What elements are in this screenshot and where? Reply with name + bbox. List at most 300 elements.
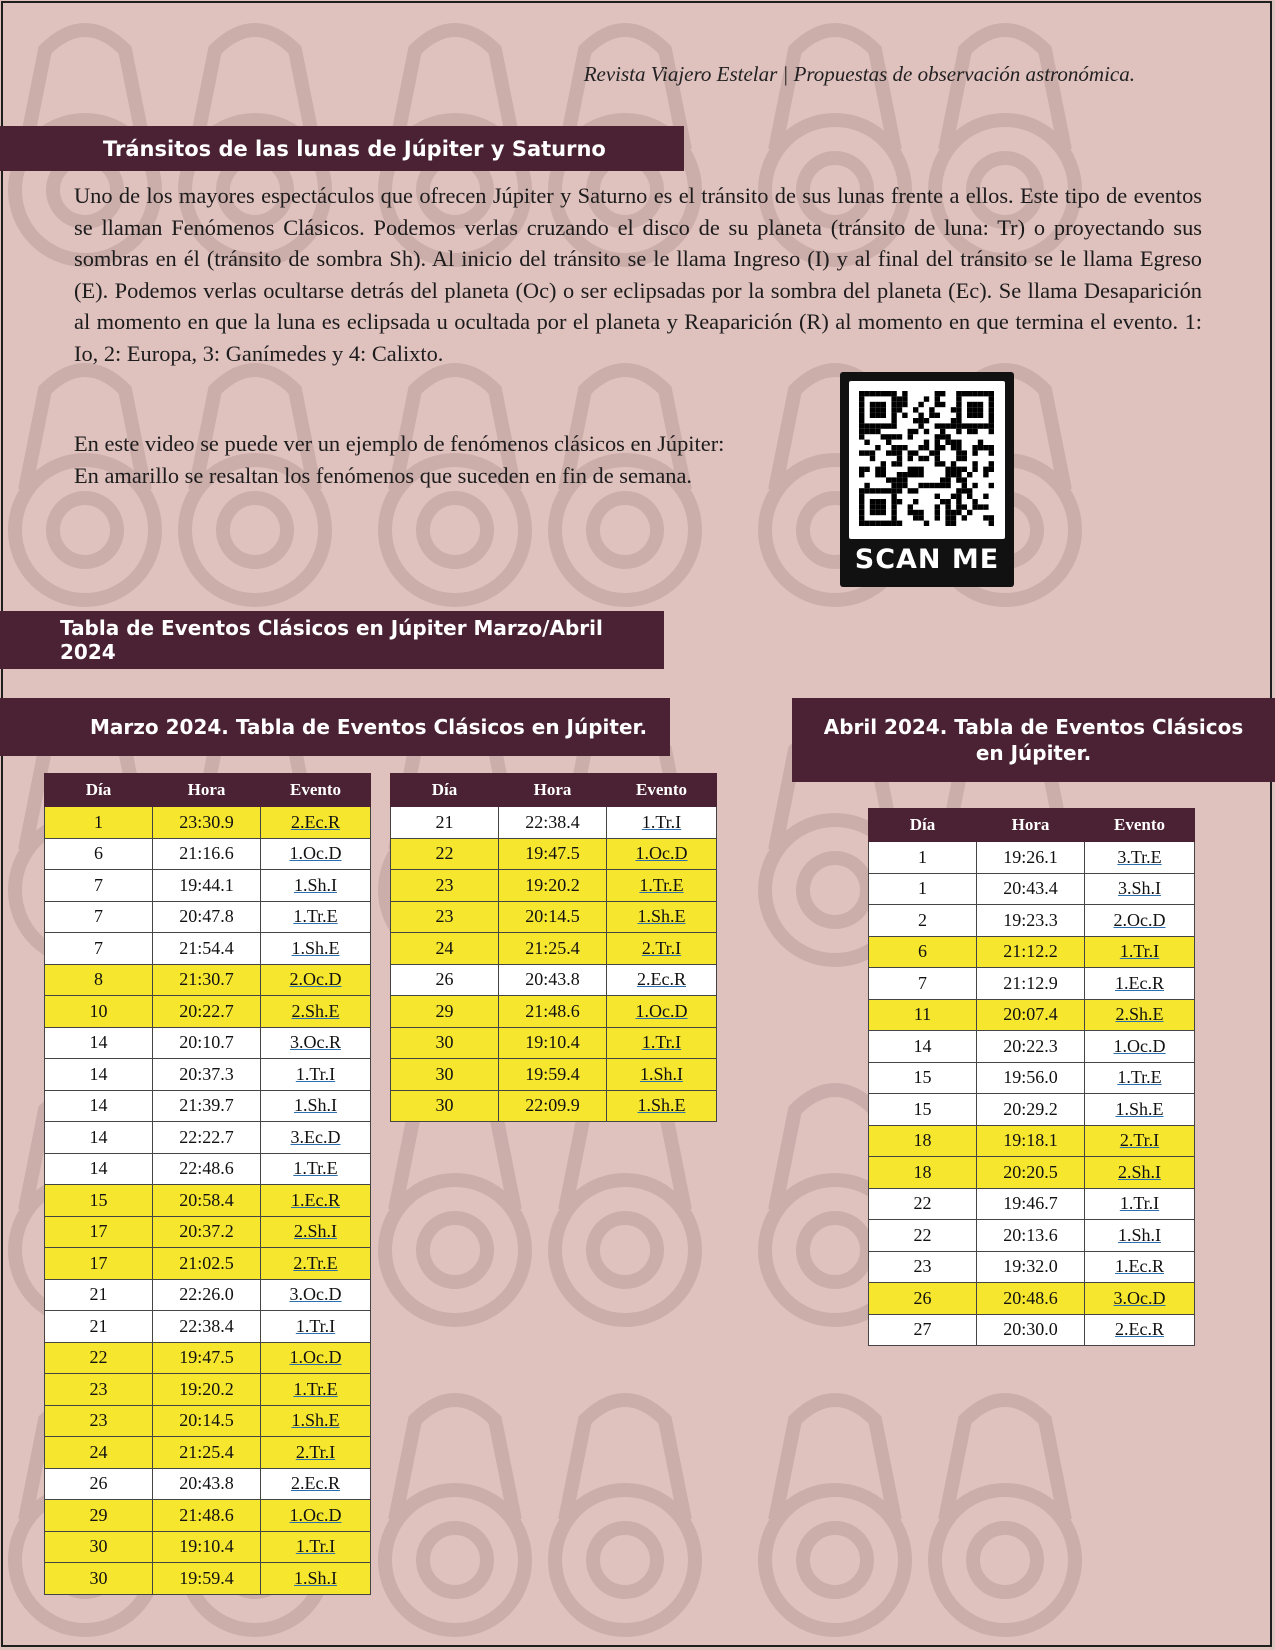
table-row <box>391 996 717 1028</box>
qr-label: SCAN ME <box>854 544 1000 575</box>
cell-hora <box>153 1311 261 1343</box>
cell-dia <box>391 901 499 933</box>
table-row <box>45 1122 371 1154</box>
table-row <box>45 1153 371 1185</box>
hora-value: 21:12.9 <box>1003 972 1058 993</box>
dia-value: 14 <box>89 1095 108 1116</box>
cell-hora <box>153 964 261 996</box>
dia-value: 18 <box>913 1161 932 1182</box>
cell-dia <box>45 933 153 965</box>
dia-value: 15 <box>913 1098 932 1119</box>
evento-value: 2.Tr.I <box>295 1441 336 1462</box>
cell-evento <box>261 1248 371 1280</box>
hora-value: 22:26.0 <box>179 1284 234 1305</box>
hora-value: 19:32.0 <box>1003 1256 1058 1277</box>
dia-value: 14 <box>89 1032 108 1053</box>
evento-value: 1.Ec.R <box>1115 972 1164 993</box>
table-row <box>869 1251 1195 1283</box>
hora-value: 20:47.8 <box>179 906 234 927</box>
table-row <box>45 964 371 996</box>
cell-dia <box>391 838 499 870</box>
cell-evento <box>607 1090 717 1122</box>
cell-hora <box>499 1090 607 1122</box>
dia-value: 1 <box>918 878 927 899</box>
dia-value: 23 <box>89 1410 108 1431</box>
dia-value: 23 <box>913 1256 932 1277</box>
hora-value: 20:14.5 <box>525 906 580 927</box>
table-row <box>869 1283 1195 1315</box>
hora-value: 21:02.5 <box>179 1252 234 1273</box>
cell-evento <box>1085 1251 1195 1283</box>
dia-value: 14 <box>913 1035 932 1056</box>
evento-value: 3.Ec.D <box>290 1126 341 1147</box>
cell-evento <box>261 1468 371 1500</box>
dia-value: 1 <box>918 846 927 867</box>
table-row <box>869 936 1195 968</box>
cell-evento <box>261 1059 371 1091</box>
hora-value: 20:20.5 <box>1003 1161 1058 1182</box>
evento-value: 1.Oc.D <box>1113 1035 1166 1056</box>
dia-value: 21 <box>435 811 454 832</box>
hora-value: 19:44.1 <box>179 874 234 895</box>
evento-value: 1.Oc.D <box>289 843 342 864</box>
cell-hora <box>153 996 261 1028</box>
cell-evento <box>261 870 371 902</box>
intro-paragraph: Uno de los mayores espectáculos que ofrecen Júpiter y Saturno es el tránsito de sus lunas frente a ellos. Este tipo de eventos se llaman Fenómenos Clásicos. Podemos verlas cruzando el disco de su planeta (tránsito de luna: Tr) o proyectando sus sombras en él (tránsito de sombra Sh). Al inicio del tránsito se le llama Ingreso (I) y al final del tránsito se le llama Egreso (E). Podemos verlas ocultarse detrás del planeta (Oc) o ser eclipsadas por la sombra del planeta (Ec). Se llama Desaparición al momento en que la luna es eclipsada u ocultada por el planeta y Reaparición (R) al momento en que termina el evento. 1: Io, 2: Europa, 3: Ganímedes y 4: Calixto. <box>74 183 1202 366</box>
dia-value: 15 <box>89 1189 108 1210</box>
cell-dia <box>45 1153 153 1185</box>
dia-value: 14 <box>89 1063 108 1084</box>
hora-value: 20:37.2 <box>179 1221 234 1242</box>
cell-hora <box>153 1248 261 1280</box>
cell-evento <box>261 1405 371 1437</box>
cell-dia <box>45 1216 153 1248</box>
table-row <box>45 1468 371 1500</box>
table-row <box>45 838 371 870</box>
cell-dia <box>869 968 977 1000</box>
cell-dia <box>45 901 153 933</box>
cell-evento <box>261 901 371 933</box>
cell-hora <box>153 1563 261 1595</box>
cell-hora <box>977 842 1085 874</box>
evento-value: 3.Tr.E <box>1117 846 1162 867</box>
cell-dia <box>45 838 153 870</box>
cell-evento <box>261 838 371 870</box>
cell-evento <box>607 870 717 902</box>
table-row <box>869 999 1195 1031</box>
cell-evento <box>261 1437 371 1469</box>
dia-value: 26 <box>913 1287 932 1308</box>
dia-value: 30 <box>435 1063 454 1084</box>
cell-hora <box>153 807 261 839</box>
evento-value: 3.Oc.D <box>1113 1287 1166 1308</box>
cell-dia <box>45 1090 153 1122</box>
evento-value: 2.Ec.R <box>1115 1319 1164 1340</box>
col-hora: Hora <box>499 774 607 807</box>
cell-evento <box>1085 1031 1195 1063</box>
cell-evento <box>1085 905 1195 937</box>
cell-dia <box>45 870 153 902</box>
dia-value: 11 <box>913 1004 932 1025</box>
dia-value: 18 <box>913 1130 932 1151</box>
cell-hora <box>153 1059 261 1091</box>
hora-value: 20:22.3 <box>1003 1035 1058 1056</box>
table-row <box>45 901 371 933</box>
dia-value: 22 <box>435 843 454 864</box>
magazine-header: Revista Viajero Estelar | Propuestas de observación astronómica. <box>583 62 1135 86</box>
hora-value: 22:09.9 <box>525 1095 580 1116</box>
hora-value: 19:46.7 <box>1003 1193 1058 1214</box>
march-table-left <box>44 773 371 1595</box>
table-row <box>869 1062 1195 1094</box>
table-row <box>391 1059 717 1091</box>
cell-hora <box>153 1468 261 1500</box>
cell-evento <box>1085 1062 1195 1094</box>
dia-value: 30 <box>435 1095 454 1116</box>
cell-evento <box>261 996 371 1028</box>
cell-hora <box>153 1185 261 1217</box>
cell-evento <box>607 1059 717 1091</box>
dia-value: 22 <box>913 1224 932 1245</box>
april-title <box>792 698 1275 782</box>
evento-value: 1.Sh.I <box>293 1095 337 1116</box>
cell-hora <box>153 1531 261 1563</box>
cell-hora <box>499 1027 607 1059</box>
evento-value: 1.Sh.I <box>639 1063 683 1084</box>
hora-value: 20:37.3 <box>179 1063 234 1084</box>
dia-value: 6 <box>94 843 103 864</box>
evento-value: 1.Sh.E <box>291 937 340 958</box>
dia-value: 29 <box>89 1504 108 1525</box>
cell-dia <box>391 996 499 1028</box>
evento-value: 3.Oc.R <box>290 1032 341 1053</box>
hora-value: 19:10.4 <box>179 1536 234 1557</box>
dia-value: 22 <box>89 1347 108 1368</box>
col-evento: Evento <box>607 774 717 807</box>
cell-dia <box>869 873 977 905</box>
cell-dia <box>45 1405 153 1437</box>
table-row <box>45 1059 371 1091</box>
evento-value: 1.Tr.E <box>639 874 684 895</box>
table-row <box>45 1342 371 1374</box>
cell-dia <box>45 1468 153 1500</box>
hora-value: 19:47.5 <box>525 843 580 864</box>
cell-hora <box>499 901 607 933</box>
table-row <box>869 905 1195 937</box>
evento-value: 1.Tr.E <box>293 1158 338 1179</box>
cell-dia <box>45 1027 153 1059</box>
qr-pattern <box>849 381 1005 539</box>
evento-value: 2.Tr.E <box>293 1252 338 1273</box>
cell-dia <box>391 807 499 839</box>
cell-dia <box>869 1157 977 1189</box>
evento-value: 2.Tr.I <box>641 937 682 958</box>
cell-dia <box>869 842 977 874</box>
hora-value: 19:18.1 <box>1003 1130 1058 1151</box>
dia-value: 14 <box>89 1158 108 1179</box>
table-row <box>869 1157 1195 1189</box>
evento-value: 2.Ec.R <box>291 1473 340 1494</box>
cell-hora <box>153 1279 261 1311</box>
dia-value: 24 <box>435 937 454 958</box>
hora-value: 19:20.2 <box>525 874 580 895</box>
cell-evento <box>607 996 717 1028</box>
evento-value: 1.Tr.E <box>293 906 338 927</box>
table-row <box>391 807 717 839</box>
hora-value: 19:59.4 <box>525 1063 580 1084</box>
hora-value: 20:48.6 <box>1003 1287 1058 1308</box>
hora-value: 22:22.7 <box>179 1126 234 1147</box>
cell-hora <box>153 1090 261 1122</box>
cell-dia <box>45 1531 153 1563</box>
dia-value: 23 <box>435 906 454 927</box>
cell-evento <box>607 838 717 870</box>
highlight-line: En amarillo se resaltan los fenómenos que suceden en fin de semana. <box>74 462 693 488</box>
table-row <box>391 964 717 996</box>
table-row <box>869 1188 1195 1220</box>
table-row <box>45 1563 371 1595</box>
table-row <box>869 1094 1195 1126</box>
evento-value: 1.Oc.D <box>635 1000 688 1021</box>
table-row <box>45 1437 371 1469</box>
cell-evento <box>261 1279 371 1311</box>
evento-value: 1.Tr.I <box>641 811 682 832</box>
col-evento: Evento <box>261 774 371 807</box>
cell-evento <box>607 933 717 965</box>
table-row <box>45 1185 371 1217</box>
hora-value: 21:25.4 <box>179 1441 234 1462</box>
table-row <box>45 1374 371 1406</box>
table-row <box>391 933 717 965</box>
cell-evento <box>261 1185 371 1217</box>
table-row <box>45 807 371 839</box>
dia-value: 26 <box>89 1473 108 1494</box>
evento-value: 1.Sh.E <box>1115 1098 1164 1119</box>
dia-value: 14 <box>89 1126 108 1147</box>
cell-dia <box>869 1283 977 1315</box>
dia-value: 7 <box>918 972 927 993</box>
dia-value: 24 <box>89 1441 108 1462</box>
cell-hora <box>499 996 607 1028</box>
cell-evento <box>1085 1125 1195 1157</box>
cell-dia <box>45 964 153 996</box>
cell-hora <box>153 1437 261 1469</box>
evento-value: 3.Oc.D <box>289 1284 342 1305</box>
dia-value: 8 <box>94 969 103 990</box>
evento-value: 2.Sh.E <box>291 1000 340 1021</box>
cell-hora <box>499 838 607 870</box>
cell-dia <box>869 1220 977 1252</box>
hora-value: 21:16.6 <box>179 843 234 864</box>
dia-value: 17 <box>89 1252 108 1273</box>
hora-value: 21:30.7 <box>179 969 234 990</box>
cell-evento <box>261 1090 371 1122</box>
cell-evento <box>607 964 717 996</box>
evento-value: 1.Oc.D <box>289 1347 342 1368</box>
evento-value: 1.Tr.I <box>641 1032 682 1053</box>
hora-value: 20:58.4 <box>179 1189 234 1210</box>
table-row <box>869 1314 1195 1346</box>
cell-dia <box>869 1251 977 1283</box>
cell-evento <box>1085 936 1195 968</box>
dia-value: 21 <box>89 1315 108 1336</box>
cell-evento <box>1085 1220 1195 1252</box>
table-row <box>45 1027 371 1059</box>
cell-hora <box>977 968 1085 1000</box>
table-row <box>869 842 1195 874</box>
hora-value: 19:59.4 <box>179 1567 234 1588</box>
evento-value: 1.Tr.I <box>295 1536 336 1557</box>
cell-hora <box>153 1342 261 1374</box>
evento-value: 2.Oc.D <box>289 969 342 990</box>
cell-evento <box>261 1122 371 1154</box>
cell-evento <box>1085 842 1195 874</box>
col-dia: Día <box>45 774 153 807</box>
cell-hora <box>977 999 1085 1031</box>
table-row <box>869 1220 1195 1252</box>
cell-dia <box>391 1027 499 1059</box>
cell-evento <box>261 1500 371 1532</box>
table-row <box>45 1531 371 1563</box>
cell-dia <box>869 1031 977 1063</box>
cell-evento <box>261 933 371 965</box>
cell-dia <box>45 1059 153 1091</box>
col-hora: Hora <box>977 809 1085 842</box>
evento-value: 1.Sh.E <box>637 906 686 927</box>
hora-value: 21:48.6 <box>179 1504 234 1525</box>
evento-value: 3.Sh.I <box>1117 878 1161 899</box>
cell-hora <box>153 1027 261 1059</box>
table-row <box>45 1279 371 1311</box>
cell-evento <box>1085 1188 1195 1220</box>
table-row <box>391 1027 717 1059</box>
cell-evento <box>1085 1314 1195 1346</box>
hora-value: 21:39.7 <box>179 1095 234 1116</box>
cell-hora <box>153 838 261 870</box>
dia-value: 22 <box>913 1193 932 1214</box>
table-row <box>45 996 371 1028</box>
hora-value: 22:38.4 <box>525 811 580 832</box>
hora-value: 21:12.2 <box>1003 941 1058 962</box>
cell-evento <box>1085 1094 1195 1126</box>
evento-value: 1.Sh.I <box>293 1567 337 1588</box>
cell-evento <box>1085 1157 1195 1189</box>
cell-evento <box>607 807 717 839</box>
cell-dia <box>869 1094 977 1126</box>
dia-value: 29 <box>435 1000 454 1021</box>
cell-dia <box>45 1374 153 1406</box>
dia-value: 10 <box>89 1000 108 1021</box>
dia-value: 23 <box>89 1378 108 1399</box>
hora-value: 20:10.7 <box>179 1032 234 1053</box>
evento-value: 1.Sh.I <box>293 874 337 895</box>
cell-hora <box>977 1094 1085 1126</box>
evento-value: 2.Sh.I <box>1117 1161 1161 1182</box>
dia-value: 30 <box>89 1567 108 1588</box>
table-row <box>45 1216 371 1248</box>
march-table-right <box>390 773 717 1122</box>
table-row <box>391 838 717 870</box>
dia-value: 15 <box>913 1067 932 1088</box>
cell-evento <box>1085 1283 1195 1315</box>
table-row <box>869 873 1195 905</box>
cell-evento <box>261 1374 371 1406</box>
evento-value: 1.Sh.I <box>1117 1224 1161 1245</box>
cell-dia <box>45 1437 153 1469</box>
hora-value: 20:43.8 <box>179 1473 234 1494</box>
hora-value: 19:56.0 <box>1003 1067 1058 1088</box>
hora-value: 20:13.6 <box>1003 1224 1058 1245</box>
table-row <box>45 1500 371 1532</box>
cell-dia <box>869 905 977 937</box>
dia-value: 6 <box>918 941 927 962</box>
cell-hora <box>977 1220 1085 1252</box>
dia-value: 21 <box>89 1284 108 1305</box>
dia-value: 1 <box>94 811 103 832</box>
cell-evento <box>1085 999 1195 1031</box>
cell-evento <box>261 807 371 839</box>
evento-value: 1.Tr.E <box>1117 1067 1162 1088</box>
cell-dia <box>45 1563 153 1595</box>
cell-dia <box>45 1279 153 1311</box>
cell-hora <box>977 1188 1085 1220</box>
evento-value: 2.Ec.R <box>637 969 686 990</box>
table-row <box>45 1248 371 1280</box>
cell-evento <box>1085 873 1195 905</box>
hora-value: 19:20.2 <box>179 1378 234 1399</box>
cell-evento <box>261 1153 371 1185</box>
dia-value: 2 <box>918 909 927 930</box>
cell-hora <box>977 873 1085 905</box>
evento-value: 2.Sh.E <box>1115 1004 1164 1025</box>
cell-evento <box>1085 968 1195 1000</box>
table-row <box>45 1405 371 1437</box>
cell-hora <box>153 933 261 965</box>
cell-dia <box>45 1248 153 1280</box>
cell-evento <box>607 1027 717 1059</box>
video-note <box>74 428 724 491</box>
cell-dia <box>45 1185 153 1217</box>
table-section-title: Tabla de Eventos Clásicos en Júpiter Marzo/Abril 2024 <box>0 611 664 669</box>
hora-value: 21:54.4 <box>179 937 234 958</box>
evento-value: 1.Tr.I <box>1119 941 1160 962</box>
hora-value: 20:43.4 <box>1003 878 1058 899</box>
cell-dia <box>391 1090 499 1122</box>
cell-hora <box>499 1059 607 1091</box>
col-dia: Día <box>869 809 977 842</box>
table-row <box>45 1090 371 1122</box>
evento-value: 1.Sh.E <box>637 1095 686 1116</box>
qr-code[interactable] <box>840 372 1014 587</box>
cell-hora <box>153 1374 261 1406</box>
cell-hora <box>977 1283 1085 1315</box>
evento-value: 1.Oc.D <box>635 843 688 864</box>
cell-hora <box>977 1031 1085 1063</box>
evento-value: 2.Sh.I <box>293 1221 337 1242</box>
cell-evento <box>261 1531 371 1563</box>
table-row <box>869 968 1195 1000</box>
cell-hora <box>153 870 261 902</box>
table-row <box>45 1311 371 1343</box>
cell-hora <box>153 901 261 933</box>
hora-value: 20:29.2 <box>1003 1098 1058 1119</box>
hora-value: 21:48.6 <box>525 1000 580 1021</box>
cell-hora <box>499 933 607 965</box>
evento-value: 1.Tr.I <box>295 1063 336 1084</box>
cell-evento <box>261 1027 371 1059</box>
april-title-line2: en Júpiter. <box>975 741 1092 765</box>
evento-value: 1.Sh.E <box>291 1410 340 1431</box>
